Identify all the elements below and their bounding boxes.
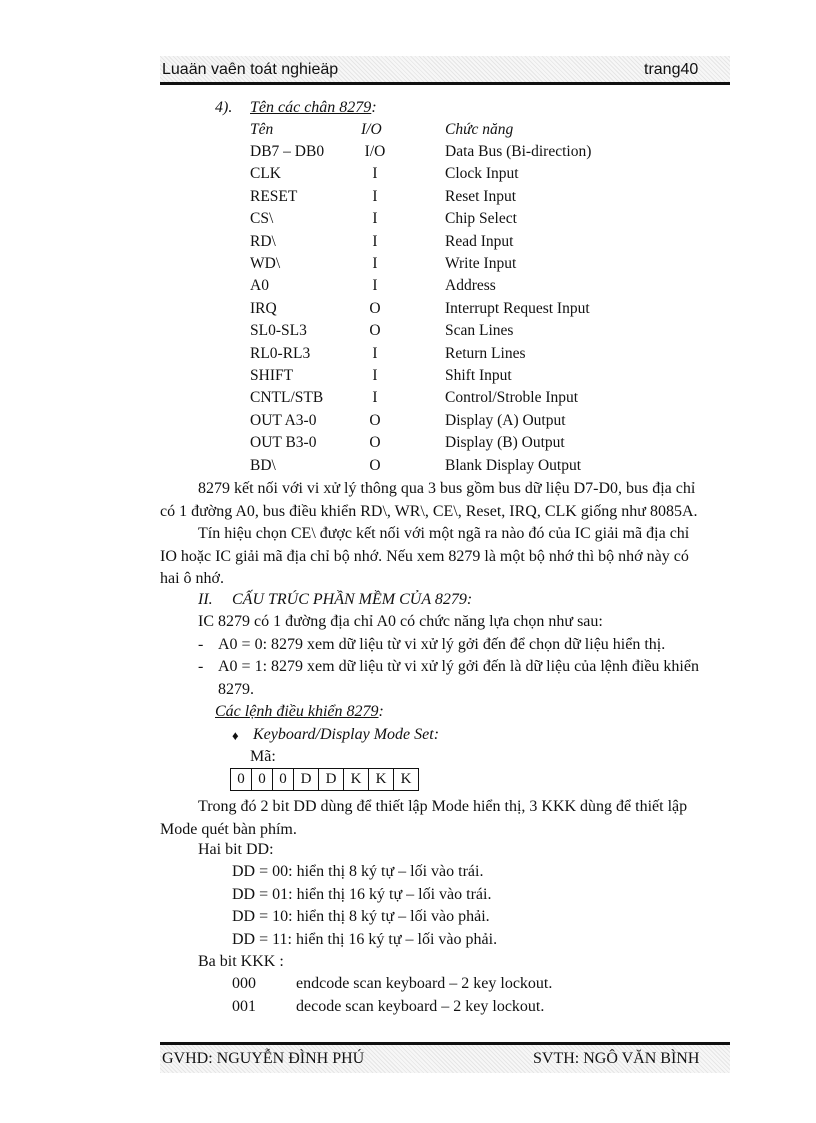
pin-name: OUT B3-0 bbox=[250, 434, 317, 452]
pin-io: I bbox=[372, 187, 378, 205]
pin-io: O bbox=[369, 456, 381, 474]
footer-student: SVTH: NGÔ VĂN BÌNH bbox=[533, 1050, 700, 1067]
code-bit: D bbox=[318, 768, 344, 791]
pin-function: Control/Stroble Input bbox=[445, 389, 579, 407]
code-bit: 0 bbox=[251, 768, 273, 791]
pin-name: CS\ bbox=[250, 210, 274, 228]
bullet-a0-one-cont: 8279. bbox=[218, 681, 254, 698]
paragraph-line: Trong đó 2 bit DD dùng để thiết lập Mode hiển thị, 3 KKK dùng để thiết lập bbox=[198, 798, 688, 815]
pin-io: O bbox=[369, 434, 381, 452]
pin-name: RD\ bbox=[250, 232, 276, 250]
dd-item: DD = 01: hiển thị 16 ký tự – lối vào trái. bbox=[232, 886, 492, 903]
kkk-text: decode scan keyboard – 2 key lockout. bbox=[296, 998, 545, 1015]
kkk-code: 001 bbox=[232, 998, 256, 1015]
header-title: Luaän vaên toát nghieäp bbox=[162, 61, 339, 78]
kkk-text: endcode scan keyboard – 2 key lockout. bbox=[296, 975, 553, 992]
bullet-dash: - bbox=[198, 658, 204, 675]
bullet-dash: - bbox=[198, 636, 204, 653]
kkk-code: 000 bbox=[232, 975, 256, 992]
bullet-a0-one: A0 = 1: 8279 xem dữ liệu từ vi xử lý gởi đến là dữ liệu của lệnh điều khiển bbox=[218, 658, 699, 675]
mode-set-title: Keyboard/Display Mode Set: bbox=[253, 726, 440, 743]
pin-function: Address bbox=[445, 277, 496, 295]
pin-function: Display (B) Output bbox=[445, 434, 565, 452]
pin-io: I bbox=[372, 367, 378, 384]
bullet-a0-zero: A0 = 0: 8279 xem dữ liệu từ vi xử lý gởi đến để chọn dữ liệu hiển thị. bbox=[218, 636, 666, 653]
pin-function: Clock Input bbox=[445, 165, 519, 183]
pin-function: Blank Display Output bbox=[445, 456, 582, 474]
code-label: Mã: bbox=[250, 748, 276, 765]
pin-name: BD\ bbox=[250, 456, 276, 474]
code-bits-box bbox=[230, 768, 418, 791]
paragraph-mode-desc bbox=[160, 796, 730, 841]
paragraph-line: có 1 đường A0, bus điều khiển RD\, WR\, CE\, Reset, IRQ, CLK giống như 8085A. bbox=[160, 502, 698, 520]
pin-function: Reset Input bbox=[445, 187, 517, 205]
footer-advisor: GVHD: NGUYỄN ĐÌNH PHÚ bbox=[162, 1050, 365, 1067]
dd-item: DD = 00: hiển thị 8 ký tự – lối vào trái. bbox=[232, 863, 484, 880]
pin-function: Shift Input bbox=[445, 367, 512, 384]
pin-name: RL0-RL3 bbox=[250, 344, 311, 362]
dd-item: DD = 10: hiển thị 8 ký tự – lối vào phải. bbox=[232, 908, 490, 925]
col-header-name: Tên bbox=[250, 121, 274, 138]
paragraph-line: IO hoặc IC giải mã địa chỉ bộ nhớ. Nếu xem 8279 là một bộ nhớ thì bộ nhớ này có bbox=[160, 547, 689, 565]
kkk-title: Ba bit KKK : bbox=[198, 953, 284, 970]
pin-name: RESET bbox=[250, 187, 298, 205]
pin-function: Scan Lines bbox=[445, 322, 514, 340]
pin-name: WD\ bbox=[250, 255, 281, 272]
commands-title: Các lệnh điều khiển 8279: bbox=[215, 703, 384, 720]
paragraph-bus bbox=[160, 478, 730, 523]
paragraph-line: hai ô nhớ. bbox=[160, 570, 225, 587]
code-bit: K bbox=[393, 768, 419, 791]
pin-name: SL0-SL3 bbox=[250, 322, 307, 340]
code-bit: D bbox=[293, 768, 319, 791]
pin-io: O bbox=[369, 322, 381, 340]
col-header-io: I/O bbox=[361, 121, 382, 138]
section-2-number: II. bbox=[198, 591, 213, 608]
pin-name: SHIFT bbox=[250, 367, 294, 384]
pin-function: Return Lines bbox=[445, 344, 526, 362]
code-bit: 0 bbox=[230, 768, 252, 791]
section-4-number: 4). bbox=[215, 99, 233, 116]
pin-io: O bbox=[369, 411, 381, 429]
pin-io: O bbox=[369, 299, 381, 317]
pin-name: A0 bbox=[250, 277, 269, 295]
paragraph-line: Mode quét bàn phím. bbox=[160, 820, 297, 838]
pin-io: I/O bbox=[364, 143, 386, 160]
paragraph-line: 8279 kết nối với vi xử lý thông qua 3 bus gồm bus dữ liệu D7-D0, bus địa chỉ bbox=[198, 480, 696, 497]
pin-function: Read Input bbox=[445, 232, 514, 250]
pin-io: I bbox=[372, 389, 378, 407]
dd-item: DD = 11: hiển thị 16 ký tự – lối vào phải. bbox=[232, 931, 498, 948]
paragraph-ce bbox=[160, 523, 730, 591]
code-bit: 0 bbox=[272, 768, 294, 791]
pin-name: CLK bbox=[250, 165, 281, 183]
col-header-function: Chức năng bbox=[445, 121, 514, 138]
pin-io: I bbox=[372, 344, 378, 362]
pin-function: Interrupt Request Input bbox=[445, 299, 590, 317]
code-bit: K bbox=[368, 768, 394, 791]
pin-name: OUT A3-0 bbox=[250, 411, 317, 429]
pin-io: I bbox=[372, 232, 378, 250]
section-2-title: CẤU TRÚC PHẦN MỀM CỦA 8279: bbox=[232, 591, 473, 608]
pin-function: Write Input bbox=[445, 255, 517, 272]
section-4-title: Tên các chân 8279: bbox=[250, 99, 377, 116]
pin-name: CNTL/STB bbox=[250, 389, 324, 407]
pin-function: Chip Select bbox=[445, 210, 517, 228]
pin-io: I bbox=[372, 255, 378, 272]
dd-title: Hai bit DD: bbox=[198, 841, 274, 858]
pin-function: Display (A) Output bbox=[445, 411, 566, 429]
pin-name: IRQ bbox=[250, 299, 277, 317]
header-rule bbox=[160, 82, 730, 85]
pin-io: I bbox=[372, 165, 378, 183]
pin-io: I bbox=[372, 210, 378, 228]
paragraph-line: Tín hiệu chọn CE\ được kết nối với một ngã ra nào đó của IC giải mã địa chỉ bbox=[198, 525, 690, 542]
pin-name: DB7 – DB0 bbox=[250, 143, 325, 160]
pin-io: I bbox=[372, 277, 378, 295]
pin-function: Data Bus (Bi-direction) bbox=[445, 143, 592, 160]
page-number: trang40 bbox=[644, 61, 699, 78]
section-2-intro: IC 8279 có 1 đường địa chỉ A0 có chức năng lựa chọn như sau: bbox=[198, 613, 603, 630]
diamond-bullet-icon: ♦ bbox=[232, 728, 239, 743]
code-bit: K bbox=[343, 768, 369, 791]
